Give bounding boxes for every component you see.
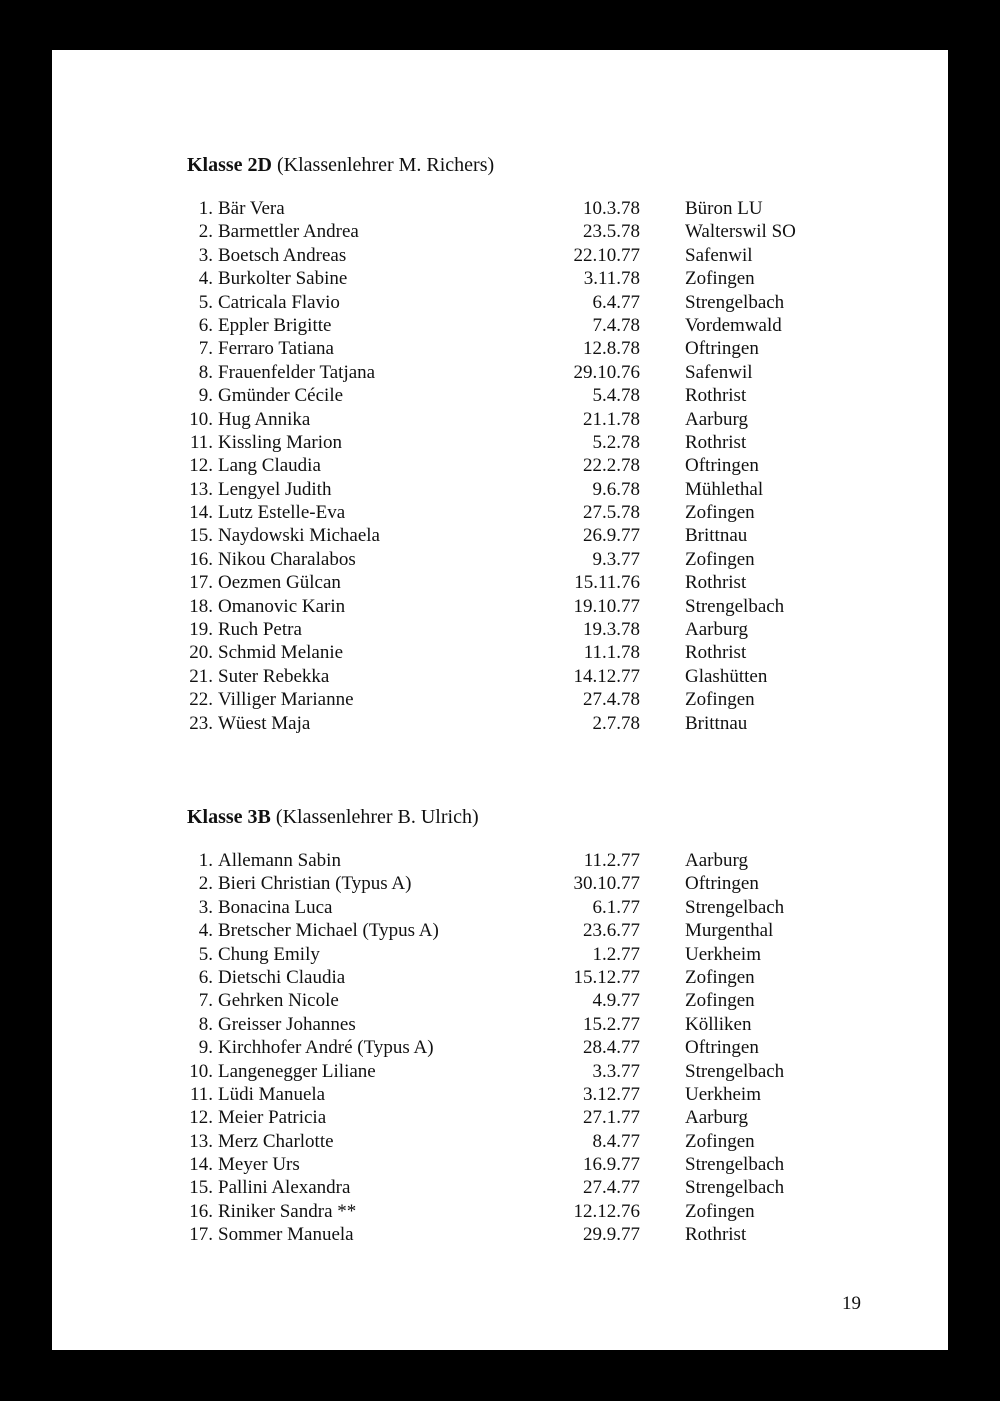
student-row	[187, 571, 887, 594]
student-number: 15.	[189, 525, 213, 547]
student-number: 12.	[189, 1107, 213, 1129]
student-birthdate: 1.2.77	[592, 943, 640, 965]
student-hometown: Zofingen	[685, 990, 755, 1012]
student-row	[187, 872, 887, 895]
student-name: Boetsch Andreas	[218, 244, 347, 266]
student-number: 9.	[198, 1037, 213, 1059]
student-birthdate: 3.3.77	[592, 1060, 640, 1082]
student-birthdate: 27.4.78	[583, 689, 640, 711]
student-hometown: Rothrist	[685, 642, 747, 664]
student-birthdate: 29.9.77	[583, 1224, 640, 1246]
class-3b-title: Klasse 3B	[187, 806, 271, 828]
student-row	[187, 478, 887, 501]
student-name: Nikou Charalabos	[218, 548, 356, 570]
student-name: Naydowski Michaela	[218, 525, 380, 547]
student-number: 16.	[189, 548, 213, 570]
student-name: Allemann Sabin	[218, 850, 341, 871]
student-hometown: Rothrist	[685, 385, 747, 407]
student-row	[187, 641, 887, 664]
student-number: 12.	[189, 455, 213, 477]
student-number: 2.	[198, 873, 213, 895]
student-birthdate: 19.3.78	[583, 619, 640, 641]
student-number: 15.	[189, 1177, 213, 1199]
student-birthdate: 5.4.78	[592, 385, 640, 407]
student-name: Suter Rebekka	[218, 665, 330, 687]
student-name: Lutz Estelle-Eva	[218, 502, 346, 524]
student-birthdate: 16.9.77	[583, 1154, 640, 1176]
student-birthdate: 30.10.77	[573, 873, 640, 895]
student-hometown: Brittnau	[685, 525, 748, 547]
student-number: 6.	[198, 966, 213, 988]
student-name: Merz Charlotte	[218, 1130, 334, 1152]
student-number: 10.	[189, 408, 213, 430]
student-row	[187, 1083, 887, 1106]
student-name: Langenegger Liliane	[218, 1060, 376, 1082]
student-hometown: Zofingen	[685, 268, 755, 290]
student-row	[187, 1200, 887, 1223]
student-birthdate: 23.5.78	[583, 221, 640, 243]
student-name: Chung Emily	[218, 943, 320, 965]
student-number: 20.	[189, 642, 213, 664]
student-row	[187, 1060, 887, 1083]
student-row	[187, 618, 887, 641]
student-name: Villiger Marianne	[218, 689, 354, 711]
student-hometown: Rothrist	[685, 1224, 747, 1246]
student-birthdate: 8.4.77	[592, 1130, 640, 1152]
student-name: Wüest Maja	[218, 712, 311, 734]
student-birthdate: 6.1.77	[592, 896, 640, 918]
student-name: Burkolter Sabine	[218, 268, 348, 290]
student-hometown: Safenwil	[685, 244, 753, 266]
student-birthdate: 6.4.77	[592, 291, 640, 313]
student-name: Schmid Melanie	[218, 642, 344, 664]
student-hometown: Büron LU	[685, 198, 763, 219]
student-row	[187, 896, 887, 919]
class-2d-title: Klasse 2D	[187, 154, 272, 176]
student-row	[187, 989, 887, 1012]
student-name: Frauenfelder Tatjana	[218, 361, 376, 383]
student-number: 5.	[198, 943, 213, 965]
student-name: Gehrken Nicole	[218, 990, 339, 1012]
student-row	[187, 712, 887, 735]
student-name: Ferraro Tatiana	[218, 338, 334, 360]
student-hometown: Kölliken	[685, 1013, 752, 1035]
student-hometown: Zofingen	[685, 689, 755, 711]
student-hometown: Oftringen	[685, 873, 759, 895]
student-number: 1.	[198, 198, 213, 219]
student-birthdate: 11.2.77	[583, 850, 640, 871]
student-hometown: Brittnau	[685, 712, 748, 734]
student-row	[187, 919, 887, 942]
student-number: 7.	[198, 338, 213, 360]
student-number: 11.	[189, 1083, 213, 1105]
student-birthdate: 14.12.77	[573, 665, 640, 687]
student-number: 3.	[198, 896, 213, 918]
class-2d-teacher: (Klassenlehrer M. Richers)	[277, 154, 495, 176]
student-number: 23.	[189, 712, 213, 734]
student-hometown: Strengelbach	[685, 595, 785, 617]
student-row	[187, 943, 887, 966]
student-name: Sommer Manuela	[218, 1224, 354, 1246]
student-row	[187, 454, 887, 477]
student-hometown: Zofingen	[685, 502, 755, 524]
student-name: Catricala Flavio	[218, 291, 340, 313]
student-birthdate: 7.4.78	[592, 314, 640, 336]
student-name: Meier Patricia	[218, 1107, 327, 1129]
student-hometown: Strengelbach	[685, 896, 785, 918]
student-hometown: Strengelbach	[685, 291, 785, 313]
student-hometown: Walterswil SO	[685, 221, 796, 243]
student-hometown: Aarburg	[685, 408, 748, 430]
student-birthdate: 22.10.77	[573, 244, 640, 266]
student-birthdate: 11.1.78	[583, 642, 640, 664]
student-birthdate: 12.8.78	[583, 338, 640, 360]
class-2d-heading	[187, 153, 887, 177]
student-number: 19.	[189, 619, 213, 641]
student-number: 4.	[198, 920, 213, 942]
student-birthdate: 15.11.76	[574, 572, 640, 594]
student-name: Dietschi Claudia	[218, 966, 346, 988]
student-row	[187, 688, 887, 711]
student-hometown: Aarburg	[685, 619, 748, 641]
student-name: Riniker Sandra **	[218, 1200, 357, 1222]
student-row	[187, 849, 887, 872]
student-name: Kissling Marion	[218, 431, 343, 453]
class-2d-student-list	[187, 197, 887, 735]
student-name: Lengyel Judith	[218, 478, 332, 500]
student-birthdate: 19.10.77	[573, 595, 640, 617]
student-number: 17.	[189, 1224, 213, 1246]
student-row	[187, 220, 887, 243]
student-birthdate: 22.2.78	[583, 455, 640, 477]
student-row	[187, 524, 887, 547]
student-row	[187, 1176, 887, 1199]
student-birthdate: 27.4.77	[583, 1177, 640, 1199]
student-hometown: Safenwil	[685, 361, 753, 383]
class-3b-section	[187, 805, 887, 1247]
student-hometown: Oftringen	[685, 338, 759, 360]
student-row	[187, 595, 887, 618]
student-name: Kirchhofer André (Typus A)	[218, 1037, 434, 1059]
student-number: 16.	[189, 1200, 213, 1222]
page-number: 19	[842, 1293, 861, 1314]
class-3b-heading	[187, 805, 887, 829]
student-number: 6.	[198, 314, 213, 336]
student-number: 1.	[198, 850, 213, 871]
student-hometown: Strengelbach	[685, 1060, 785, 1082]
student-hometown: Oftringen	[685, 1037, 759, 1059]
student-name: Eppler Brigitte	[218, 314, 332, 336]
student-name: Omanovic Karin	[218, 595, 346, 617]
student-birthdate: 10.3.78	[583, 198, 640, 219]
student-hometown: Zofingen	[685, 1200, 755, 1222]
student-name: Gmünder Cécile	[218, 385, 344, 407]
student-hometown: Oftringen	[685, 455, 759, 477]
student-name: Pallini Alexandra	[218, 1177, 351, 1199]
student-number: 14.	[189, 1154, 213, 1176]
student-row	[187, 408, 887, 431]
student-row	[187, 431, 887, 454]
student-birthdate: 4.9.77	[592, 990, 640, 1012]
student-row	[187, 314, 887, 337]
student-birthdate: 3.12.77	[583, 1083, 640, 1105]
student-row	[187, 197, 887, 220]
student-number: 9.	[198, 385, 213, 407]
student-birthdate: 15.12.77	[573, 966, 640, 988]
student-hometown: Strengelbach	[685, 1177, 785, 1199]
student-hometown: Uerkheim	[685, 1083, 761, 1105]
student-number: 18.	[189, 595, 213, 617]
document-page	[52, 50, 948, 1350]
student-birthdate: 27.1.77	[583, 1107, 640, 1129]
student-hometown: Strengelbach	[685, 1154, 785, 1176]
student-name: Lüdi Manuela	[218, 1083, 326, 1105]
student-row	[187, 966, 887, 989]
student-row	[187, 1130, 887, 1153]
student-name: Bär Vera	[218, 198, 285, 219]
student-row	[187, 291, 887, 314]
student-row	[187, 665, 887, 688]
student-number: 11.	[189, 431, 213, 453]
student-number: 14.	[189, 502, 213, 524]
student-birthdate: 2.7.78	[592, 712, 640, 734]
student-number: 7.	[198, 990, 213, 1012]
student-birthdate: 15.2.77	[583, 1013, 640, 1035]
student-number: 4.	[198, 268, 213, 290]
student-birthdate: 23.6.77	[583, 920, 640, 942]
student-number: 10.	[189, 1060, 213, 1082]
student-number: 5.	[198, 291, 213, 313]
student-hometown: Uerkheim	[685, 943, 761, 965]
student-name: Hug Annika	[218, 408, 311, 430]
class-3b-student-list	[187, 849, 887, 1247]
student-name: Greisser Johannes	[218, 1013, 356, 1035]
student-hometown: Glashütten	[685, 665, 768, 687]
student-birthdate: 26.9.77	[583, 525, 640, 547]
student-name: Lang Claudia	[218, 455, 321, 477]
student-birthdate: 21.1.78	[583, 408, 640, 430]
student-number: 13.	[189, 478, 213, 500]
student-name: Bonacina Luca	[218, 896, 333, 918]
student-birthdate: 12.12.76	[573, 1200, 640, 1222]
student-row	[187, 1153, 887, 1176]
student-name: Ruch Petra	[218, 619, 302, 641]
student-row	[187, 1223, 887, 1246]
student-name: Barmettler Andrea	[218, 221, 359, 243]
student-row	[187, 244, 887, 267]
student-name: Bretscher Michael (Typus A)	[218, 920, 439, 942]
student-hometown: Vordemwald	[685, 314, 782, 336]
student-hometown: Rothrist	[685, 431, 747, 453]
student-number: 22.	[189, 689, 213, 711]
student-row	[187, 1013, 887, 1036]
student-hometown: Murgenthal	[685, 920, 774, 942]
student-hometown: Aarburg	[685, 850, 748, 871]
student-birthdate: 3.11.78	[583, 268, 640, 290]
student-birthdate: 28.4.77	[583, 1037, 640, 1059]
student-number: 21.	[189, 665, 213, 687]
student-row	[187, 548, 887, 571]
class-3b-teacher: (Klassenlehrer B. Ulrich)	[275, 806, 479, 828]
student-hometown: Mühlethal	[685, 478, 764, 500]
student-row	[187, 267, 887, 290]
student-name: Bieri Christian (Typus A)	[218, 873, 412, 895]
student-hometown: Zofingen	[685, 548, 755, 570]
student-birthdate: 27.5.78	[583, 502, 640, 524]
student-birthdate: 29.10.76	[573, 361, 640, 383]
student-hometown: Zofingen	[685, 1130, 755, 1152]
student-birthdate: 9.6.78	[592, 478, 640, 500]
student-name: Oezmen Gülcan	[218, 572, 341, 594]
student-row	[187, 361, 887, 384]
student-number: 8.	[198, 1013, 213, 1035]
class-2d-section	[187, 153, 887, 735]
student-number: 3.	[198, 244, 213, 266]
student-row	[187, 501, 887, 524]
student-hometown: Rothrist	[685, 572, 747, 594]
student-row	[187, 384, 887, 407]
student-number: 8.	[198, 361, 213, 383]
student-row	[187, 1036, 887, 1059]
student-number: 2.	[198, 221, 213, 243]
student-hometown: Zofingen	[685, 966, 755, 988]
student-hometown: Aarburg	[685, 1107, 748, 1129]
student-number: 17.	[189, 572, 213, 594]
student-birthdate: 5.2.78	[592, 431, 640, 453]
student-number: 13.	[189, 1130, 213, 1152]
student-birthdate: 9.3.77	[592, 548, 640, 570]
student-row	[187, 1106, 887, 1129]
student-row	[187, 337, 887, 360]
student-name: Meyer Urs	[218, 1154, 300, 1176]
